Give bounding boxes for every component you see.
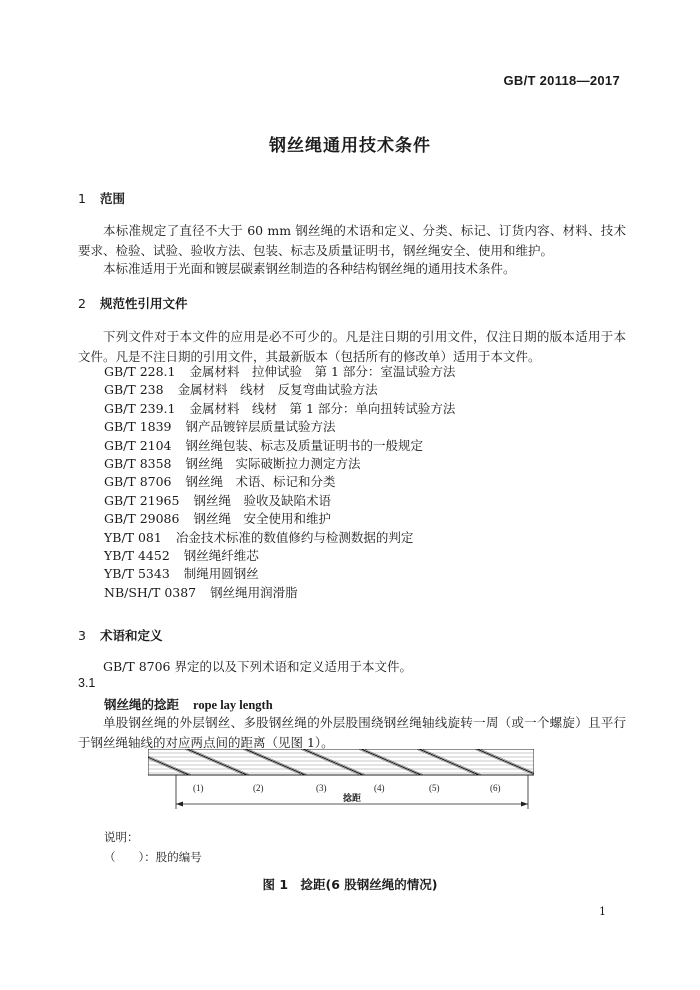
strand-label: (4) <box>374 783 385 793</box>
reference-code: GB/T 2104 <box>104 437 172 453</box>
reference-title: 钢丝绳包装、标志及质量证明书的一般规定 <box>185 437 424 453</box>
reference-title: 冶金技术标准的数值修约与检测数据的判定 <box>175 529 414 545</box>
reference-item <box>104 455 455 473</box>
reference-code: GB/T 228.1 <box>104 364 176 379</box>
reference-title: 金属材料 线材 反复弯曲试验方法 <box>177 382 378 398</box>
strand-label: (5) <box>429 783 440 793</box>
strand-label: (6) <box>490 783 501 793</box>
dimension-arrow-left <box>176 802 183 807</box>
reference-code: GB/T 1839 <box>104 419 172 435</box>
reference-item <box>104 565 455 583</box>
section-title: 规范性引用文件 <box>100 296 188 311</box>
reference-item <box>104 381 455 399</box>
reference-code: GB/T 8706 <box>104 474 172 490</box>
section-number: 2 <box>78 296 86 311</box>
strand-label: (3) <box>316 783 327 793</box>
reference-item <box>104 473 455 491</box>
rope-lay-length-figure <box>148 749 534 819</box>
notes-item: （ ）：股的编号 <box>104 850 202 864</box>
term-number: 3.1 <box>78 676 96 690</box>
reference-item <box>104 529 455 547</box>
dimension-label: 捻距 <box>342 794 362 804</box>
strand-label: (2) <box>253 783 264 793</box>
reference-item <box>104 418 455 436</box>
reference-item <box>104 492 455 510</box>
reference-title: 钢丝绳纤维芯 <box>183 547 259 563</box>
section-number: 1 <box>78 191 86 206</box>
reference-title: 钢产品镀锌层质量试验方法 <box>185 419 336 435</box>
reference-code: GB/T 238 <box>104 382 164 398</box>
reference-item <box>104 437 455 455</box>
reference-code: YB/T 4452 <box>104 547 170 563</box>
reference-list <box>104 363 455 602</box>
terms-intro-paragraph: GB/T 8706 界定的以及下列术语和定义适用于本文件。 <box>103 659 412 674</box>
section-number: 3 <box>78 628 86 643</box>
reference-item <box>104 400 455 418</box>
reference-title: 钢丝绳 术语、标记和分类 <box>185 474 336 490</box>
section-heading-terms-definitions <box>78 626 163 644</box>
reference-title: 钢丝绳 安全使用和维护 <box>193 511 331 527</box>
reference-code: YB/T 081 <box>104 529 162 545</box>
reference-item <box>104 584 455 602</box>
reference-code: GB/T 21965 <box>104 492 180 508</box>
figure-caption: 图 1 捻距(6 股钢丝绳的情况) <box>262 877 438 892</box>
reference-title: 钢丝绳 验收及缺陷术语 <box>193 492 331 508</box>
standard-number: GB/T 20118—2017 <box>503 73 620 88</box>
dimension-arrow-right <box>521 802 528 807</box>
strand-label: (1) <box>193 783 204 793</box>
references-intro-paragraph: 下列文件对于本文件的应用是必不可少的。凡是注日期的引用文件，仅注日期的版本适用于本文件。凡是不注日期的引用文件，其最新版本（包括所有的修改单）适用于本文件。 <box>78 329 626 364</box>
reference-item <box>104 363 455 381</box>
reference-code: YB/T 5343 <box>104 566 170 582</box>
scope-paragraph-2: 本标准适用于光面和镀层碳素钢丝制造的各种结构钢丝绳的通用技术条件。 <box>103 261 516 276</box>
term-heading <box>104 695 273 713</box>
term-title-english: rope lay length <box>193 698 273 712</box>
reference-code: GB/T 8358 <box>104 455 172 471</box>
reference-code: NB/SH/T 0387 <box>104 584 197 600</box>
reference-code: GB/T 29086 <box>104 511 180 527</box>
section-title: 范围 <box>100 191 126 206</box>
section-heading-normative-references <box>78 294 188 312</box>
reference-title: 金属材料 线材 第 1 部分：单向扭转试验方法 <box>189 400 456 416</box>
rope-illustration <box>148 749 534 775</box>
reference-title: 金属材料 拉伸试验 第 1 部分：室温试验方法 <box>189 364 456 379</box>
notes-label: 说明： <box>104 830 139 844</box>
reference-title: 制绳用圆钢丝 <box>183 566 259 582</box>
reference-title: 钢丝绳 实际破断拉力测定方法 <box>185 455 361 471</box>
reference-title: 钢丝绳用润滑脂 <box>210 584 298 600</box>
section-title: 术语和定义 <box>100 628 163 643</box>
term-definition-paragraph: 单股钢丝绳的外层钢丝、多股钢丝绳的外层股围绕钢丝绳轴线旋转一周（或一个螺旋）且平行于钢丝绳轴线的对应两点间的距离（见图 1）。 <box>78 715 626 750</box>
document-title: 钢丝绳通用技术条件 <box>269 136 431 156</box>
reference-item <box>104 510 455 528</box>
section-heading-scope <box>78 189 125 207</box>
reference-item <box>104 547 455 565</box>
page-number: 1 <box>599 905 606 918</box>
scope-paragraph-1: 本标准规定了直径不大于 60 mm 钢丝绳的术语和定义、分类、标记、订货内容、材料、技术要求、检验、试验、验收方法、包装、标志及质量证明书，钢丝绳安全、使用和维护。 <box>78 223 626 258</box>
reference-code: GB/T 239.1 <box>104 400 176 416</box>
term-title-chinese: 钢丝绳的捻距 <box>104 697 180 712</box>
